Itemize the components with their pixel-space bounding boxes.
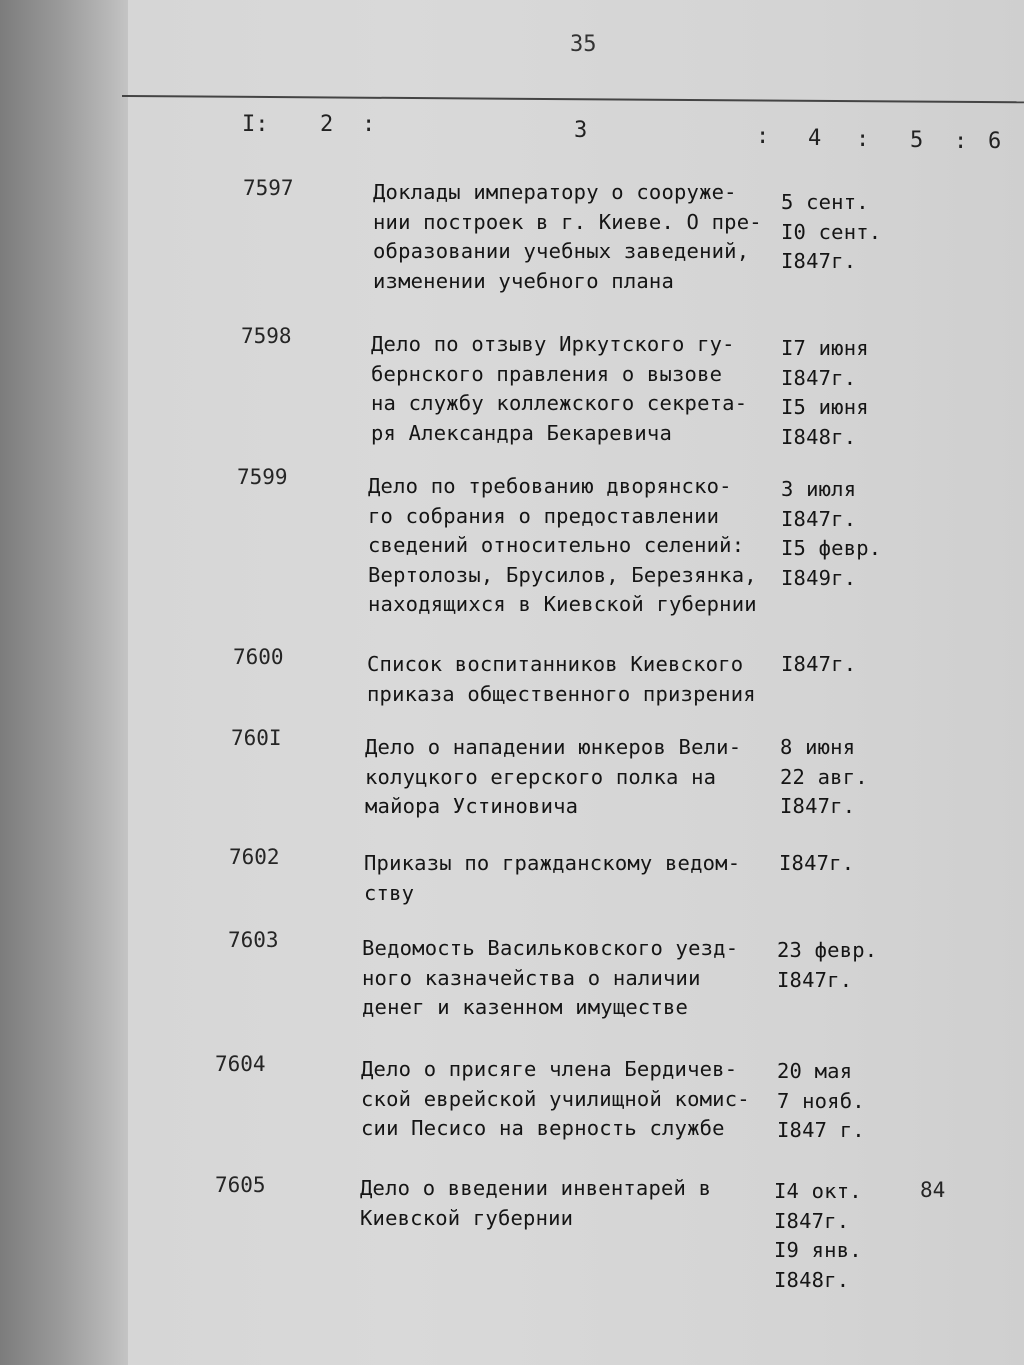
entry-description: Дело о введении инвентарей в Киевской губернии: [360, 1176, 712, 1230]
entry-number: 7598: [241, 324, 292, 348]
entry-dates: I847г.: [779, 851, 855, 875]
entry-description: Доклады императору о сооруже- нии построек в г. Киеве. О пре- образовании учебных заведений, изменении учебного плана: [373, 180, 762, 293]
page-number: 35: [570, 32, 597, 57]
col-header-3: 3: [574, 118, 588, 143]
entry-dates: I7 июня I847г. I5 июня I848г.: [781, 336, 869, 449]
entry-number: 760I: [231, 726, 282, 750]
col-separator: :: [362, 112, 376, 137]
entry-description: Приказы по гражданскому ведом- ству: [364, 851, 741, 905]
col-header-6: 6: [988, 129, 1002, 154]
entry-number: 7597: [243, 176, 294, 200]
col-header-5: 5: [910, 128, 924, 153]
col-separator: :: [856, 127, 870, 152]
header-rule: [122, 95, 1024, 103]
entry-number: 7602: [229, 845, 280, 869]
entry-dates: I4 окт. I847г. I9 янв. I848г.: [774, 1179, 862, 1292]
entry-description: Дело о нападении юнкеров Вели- колуцкого егерского полка на майора Устиновича: [365, 735, 742, 818]
entry-description: Список воспитанников Киевского приказа общественного призрения: [367, 652, 756, 706]
entry-dates: 8 июня 22 авг. I847г.: [780, 735, 868, 818]
sheet-count: 84: [920, 1178, 946, 1202]
entry-number: 7604: [215, 1052, 266, 1076]
facing-page-edge: [0, 0, 128, 1365]
entry-number: 7600: [233, 645, 284, 669]
entry-dates: 3 июля I847г. I5 февр. I849г.: [781, 477, 882, 590]
entry-number: 7603: [228, 928, 279, 952]
entry-dates: 20 мая 7 нояб. I847 г.: [777, 1059, 865, 1142]
entry-description: Дело по требованию дворянско- го собрания о предоставлении сведений относительно селений: Вертолозы, Брусилов, Березянка, находящихся в Киевской губернии: [368, 474, 757, 616]
col-separator: :: [756, 124, 770, 149]
entry-number: 7605: [215, 1173, 266, 1197]
col-header-2: 2: [320, 112, 334, 137]
entry-description: Дело о присяге члена Бердичев- ской еврейской училищной комис- сии Песисо на верность службе: [361, 1057, 750, 1140]
entry-description: Дело по отзыву Иркутского гу- бернского правления о вызове на службу коллежского секрета- ря Александра Бекаревича: [371, 332, 748, 445]
entry-dates: 23 февр. I847г.: [777, 938, 878, 992]
entry-number: 7599: [237, 465, 288, 489]
col-header-4: 4: [808, 126, 822, 151]
col-separator: :: [954, 129, 968, 154]
entry-description: Ведомость Васильковского уезд- ного казначейства о наличии денег и казенном имуществе: [362, 936, 739, 1019]
col-header-1: I:: [242, 112, 269, 137]
entry-dates: I847г.: [781, 652, 857, 676]
entry-dates: 5 сент. I0 сент. I847г.: [781, 190, 882, 273]
